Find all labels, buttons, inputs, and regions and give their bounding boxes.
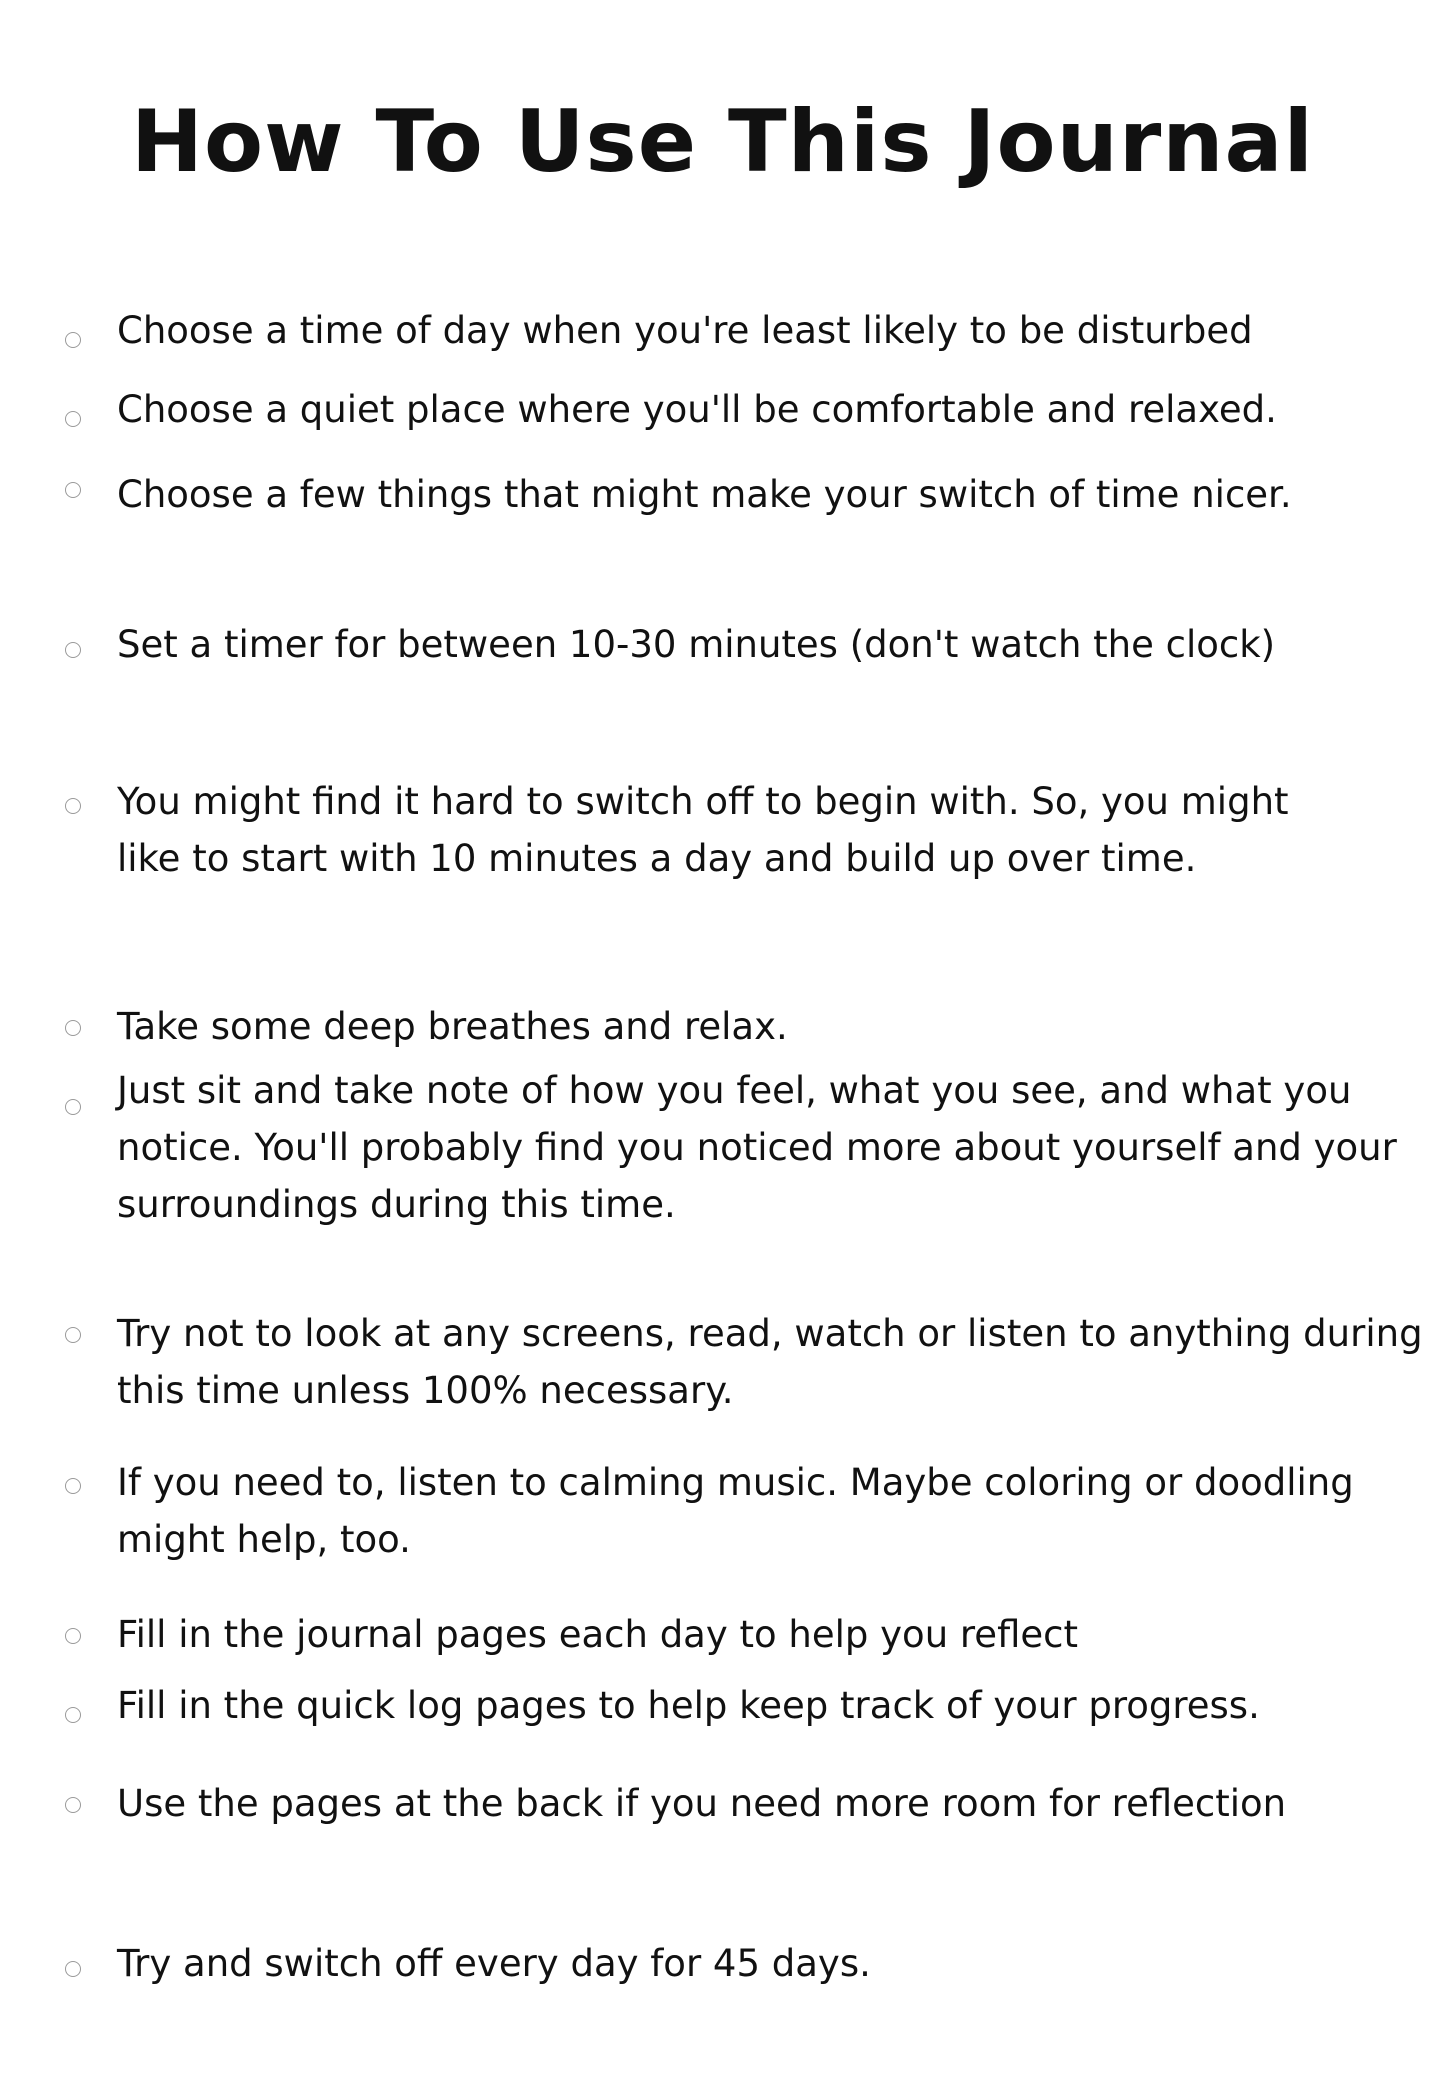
- hollow-circle-bullet-icon: [65, 1327, 81, 1343]
- hollow-circle-bullet-icon: [65, 1478, 81, 1494]
- list-item-text: Fill in the journal pages each day to help you reflect: [117, 1613, 1078, 1656]
- hollow-circle-bullet-icon: [65, 332, 81, 348]
- list-item-text: Take some deep breathes and relax.: [117, 1005, 788, 1048]
- hollow-circle-bullet-icon: [65, 1099, 81, 1115]
- hollow-circle-bullet-icon: [65, 798, 81, 814]
- page-title: How To Use This Journal: [131, 92, 1314, 192]
- hollow-circle-bullet-icon: [65, 1707, 81, 1723]
- list-item-text: If you need to, listen to calming music. Maybe coloring or doodling might help, too.: [117, 1461, 1354, 1561]
- hollow-circle-bullet-icon: [65, 411, 81, 427]
- list-item-text: Try and switch off every day for 45 days.: [117, 1942, 871, 1985]
- hollow-circle-bullet-icon: [65, 482, 81, 498]
- list-item-text: Set a timer for between 10-30 minutes (don't watch the clock): [117, 623, 1276, 666]
- list-item-text: Just sit and take note of how you feel, what you see, and what you notice. You'll probably find you noticed more about yourself and your surroundings during this time.: [117, 1069, 1397, 1226]
- hollow-circle-bullet-icon: [65, 642, 81, 658]
- hollow-circle-bullet-icon: [65, 1020, 81, 1036]
- list-item-text: Use the pages at the back if you need more room for reflection: [117, 1782, 1287, 1825]
- list-item-text: Choose a quiet place where you'll be comfortable and relaxed.: [117, 388, 1277, 431]
- list-item-text: Try not to look at any screens, read, watch or listen to anything during this time unless 100% necessary.: [117, 1312, 1423, 1412]
- list-item-text: Fill in the quick log pages to help keep track of your progress.: [117, 1684, 1260, 1727]
- hollow-circle-bullet-icon: [65, 1961, 81, 1977]
- list-item-text: Choose a few things that might make your switch of time nicer.: [117, 473, 1292, 516]
- list-item-text: Choose a time of day when you're least likely to be disturbed: [117, 309, 1253, 352]
- hollow-circle-bullet-icon: [65, 1797, 81, 1813]
- list-item-text: You might find it hard to switch off to begin with. So, you might like to start with 10 minutes a day and build up over time.: [117, 780, 1289, 880]
- hollow-circle-bullet-icon: [65, 1628, 81, 1644]
